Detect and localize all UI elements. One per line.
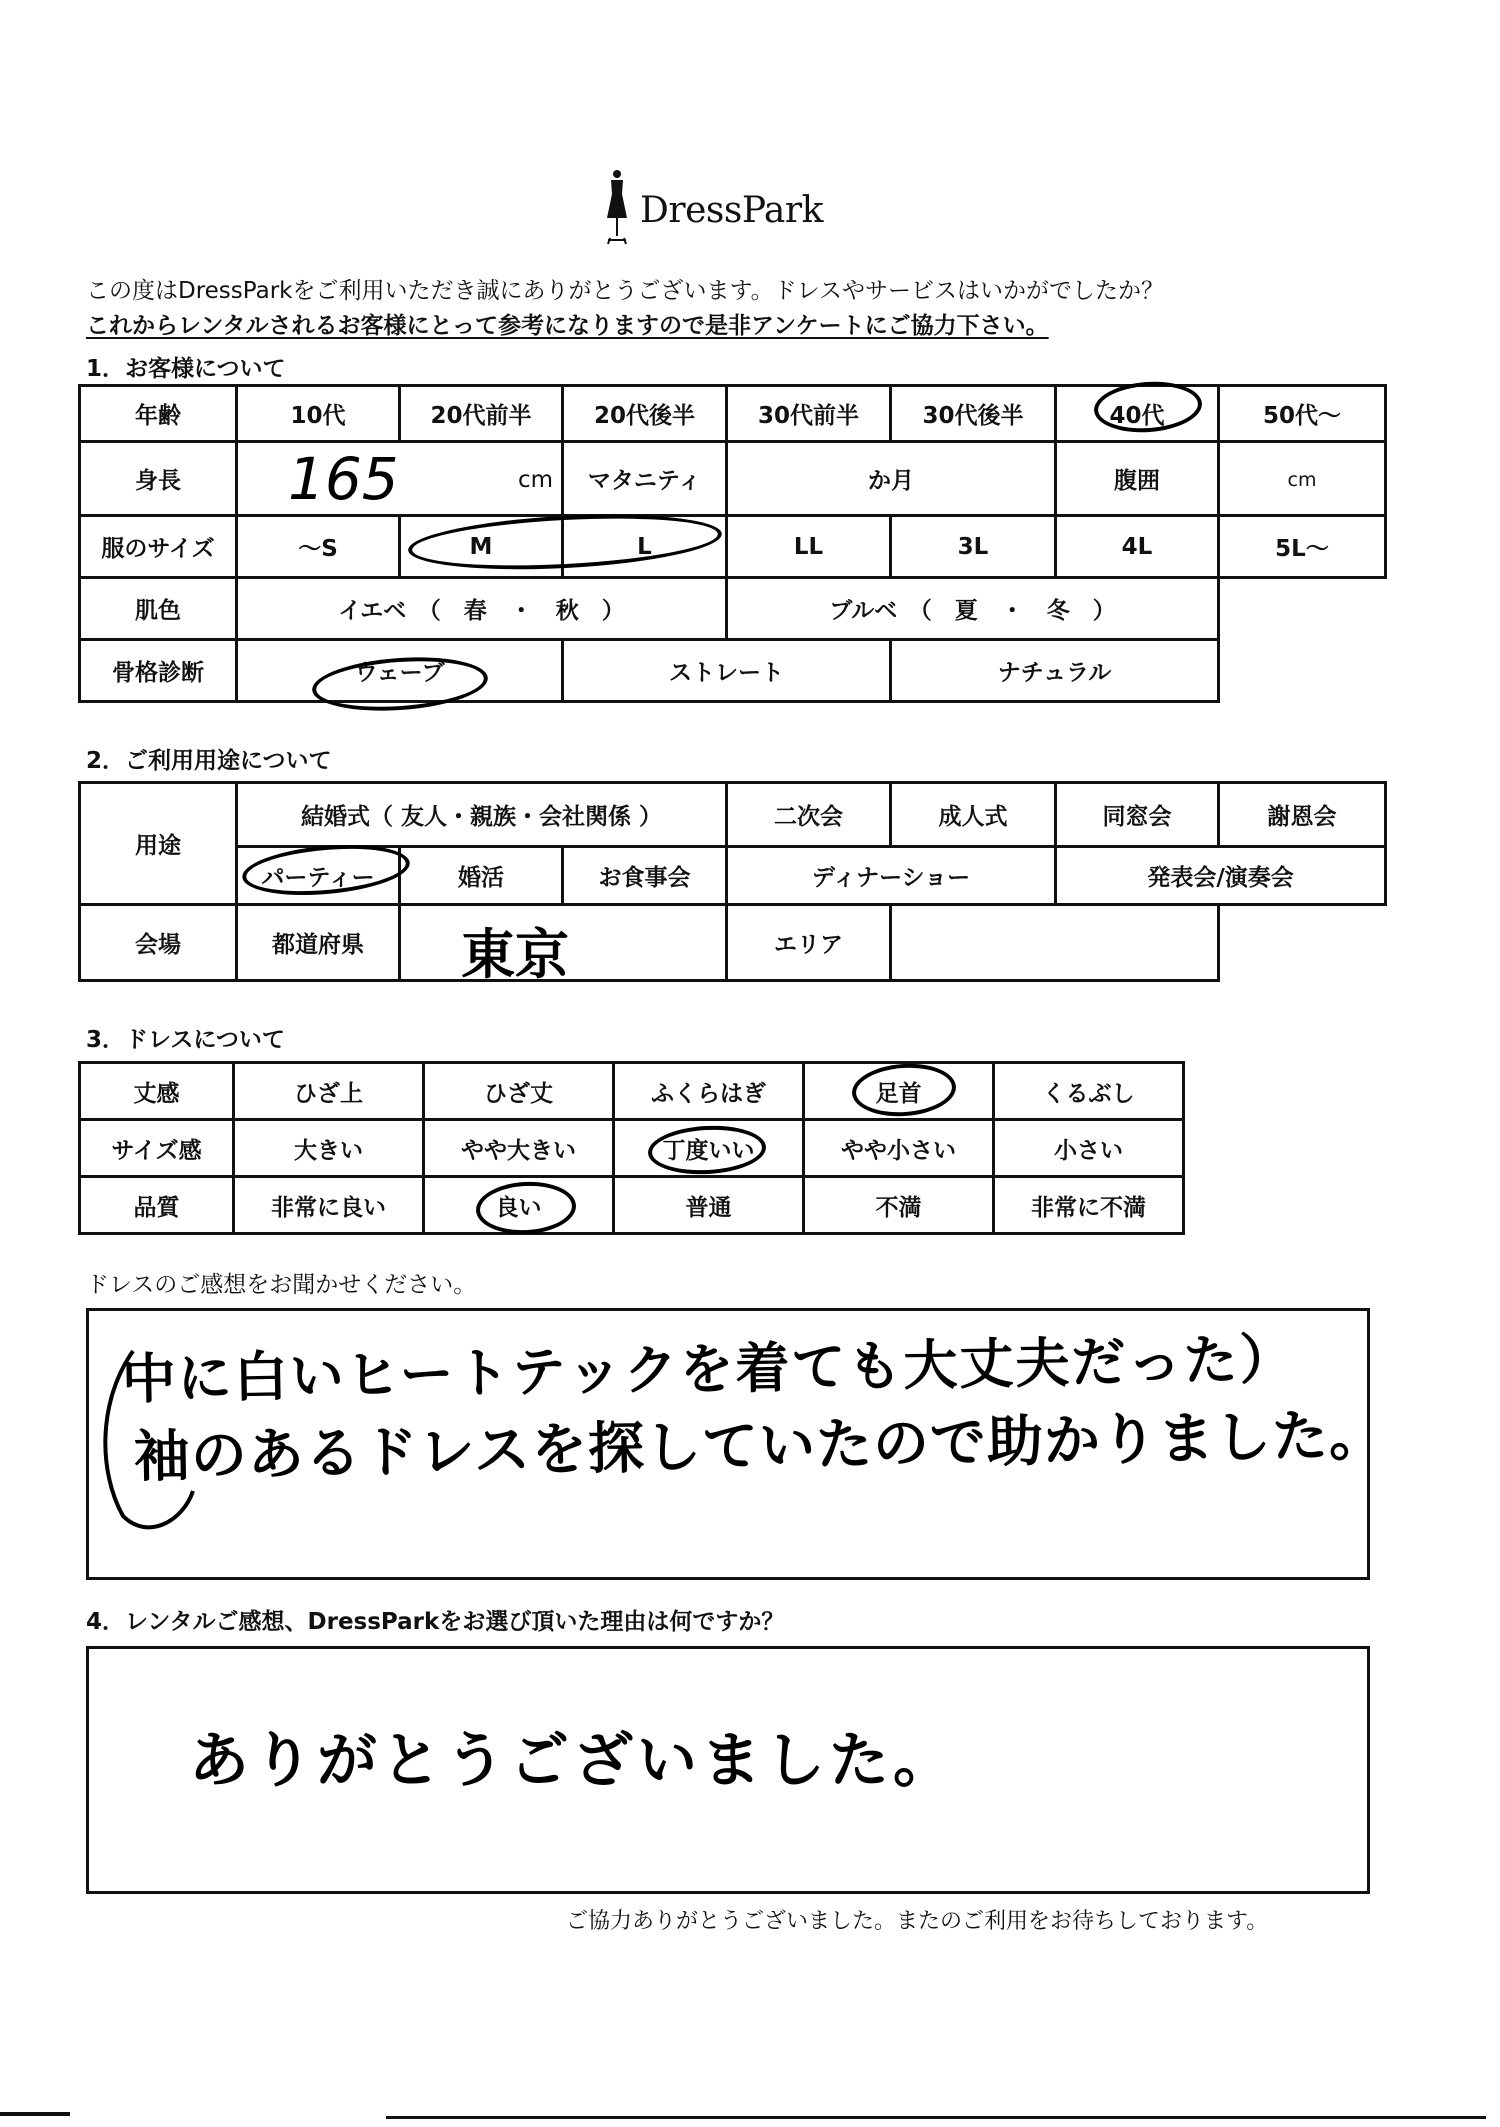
size-label: 服のサイズ xyxy=(80,516,237,578)
dress-form-icon xyxy=(600,168,634,248)
frame-option-selected[interactable]: ウェーブ xyxy=(237,640,563,702)
quality-option-selected[interactable]: 良い xyxy=(424,1177,614,1234)
reason-answer: ありがとうございました。 xyxy=(189,1726,957,1796)
prefecture-label: 都道府県 xyxy=(237,905,400,981)
age-option[interactable]: 20代前半 xyxy=(400,386,563,442)
age-option[interactable]: 10代 xyxy=(237,386,400,442)
usage-option[interactable]: 同窓会 xyxy=(1056,783,1219,847)
section3-title: 3．ドレスについて xyxy=(86,1027,285,1053)
area-label: エリア xyxy=(727,905,891,981)
fit-option[interactable]: 大きい xyxy=(234,1120,424,1177)
quality-option[interactable]: 非常に良い xyxy=(234,1177,424,1234)
size-row xyxy=(80,516,1386,578)
quality-label: 品質 xyxy=(80,1177,234,1234)
comment-line-2: 袖のあるドレスを探していたので助かりました。 xyxy=(133,1403,1387,1490)
bottom-divider xyxy=(386,2116,1486,2119)
fit-option-selected[interactable]: 丁度いい xyxy=(614,1120,804,1177)
size-option[interactable]: ～S xyxy=(237,516,400,578)
height-field[interactable] xyxy=(237,442,563,516)
quality-option[interactable]: 非常に不満 xyxy=(994,1177,1184,1234)
prefecture-field[interactable] xyxy=(400,905,727,986)
frame-label: 骨格診断 xyxy=(80,640,237,702)
height-row xyxy=(80,442,1386,516)
intro-request: これからレンタルされるお客様にとって参考になりますので是非アンケートにご協力下さい。 xyxy=(86,313,1049,339)
height-unit: cm xyxy=(517,467,553,493)
size-option[interactable]: 4L xyxy=(1056,516,1219,578)
skin-row xyxy=(80,578,1386,640)
usage-option[interactable]: 二次会 xyxy=(727,783,891,847)
yellow-base-option[interactable]: イエベ （ 春 ・ 秋 ） xyxy=(237,578,727,640)
size-option[interactable]: 5L～ xyxy=(1219,516,1386,578)
comment-line-1: 中に白いヒートテックを着ても大丈夫だった） xyxy=(121,1327,1296,1411)
dresspark-logo xyxy=(600,168,920,258)
section1-title: 1．お客様について xyxy=(86,356,286,382)
section4-title: 4．レンタルご感想、DressParkをお選び頂いた理由は何ですか？ xyxy=(86,1609,785,1635)
scan-edge-mark xyxy=(0,2112,70,2116)
height-value: 165 xyxy=(288,445,399,513)
venue-label: 会場 xyxy=(80,905,237,981)
size-option[interactable]: LL xyxy=(727,516,891,578)
reason-answer-box[interactable] xyxy=(86,1646,1370,1894)
dress-comment-box[interactable] xyxy=(86,1308,1387,1580)
fit-option[interactable]: やや小さい xyxy=(804,1120,994,1177)
quality-option[interactable]: 不満 xyxy=(804,1177,994,1234)
skin-label: 肌色 xyxy=(80,578,237,640)
blue-base-option[interactable]: ブルベ （ 夏 ・ 冬 ） xyxy=(727,578,1219,640)
usage-row-1 xyxy=(80,783,1386,847)
length-option[interactable]: ふくらはぎ xyxy=(614,1063,804,1120)
length-row xyxy=(80,1063,1184,1120)
age-label: 年齢 xyxy=(80,386,237,442)
age-option[interactable]: 30代前半 xyxy=(727,386,891,442)
venue-row xyxy=(80,905,1386,981)
usage-option[interactable]: ディナーショー xyxy=(727,847,1056,905)
usage-option[interactable]: お食事会 xyxy=(563,847,727,905)
dress-table xyxy=(78,1061,1185,1235)
fit-row xyxy=(80,1120,1184,1177)
footer-thanks: ご協力ありがとうございました。またのご利用をお待ちしております。 xyxy=(566,1909,1269,1934)
length-option[interactable]: くるぶし xyxy=(994,1063,1184,1120)
waist-label: 腹囲 xyxy=(1056,442,1219,516)
quality-row xyxy=(80,1177,1184,1234)
prefecture-value: 東京 xyxy=(461,923,569,986)
waist-unit: cm xyxy=(1287,468,1317,491)
usage-option-selected[interactable]: パーティー xyxy=(237,847,400,905)
age-option[interactable]: 30代後半 xyxy=(891,386,1056,442)
fit-label: サイズ感 xyxy=(80,1120,234,1177)
fit-option[interactable]: 小さい xyxy=(994,1120,1184,1177)
frame-option[interactable]: ナチュラル xyxy=(891,640,1219,702)
usage-option[interactable]: 発表会/演奏会 xyxy=(1056,847,1386,905)
frame-row xyxy=(80,640,1386,702)
usage-option[interactable]: 婚活 xyxy=(400,847,563,905)
section2-title: 2．ご利用用途について xyxy=(86,748,332,774)
age-option-selected[interactable]: 40代 xyxy=(1056,386,1219,442)
intro-text: この度はDressParkをご利用いただき誠にありがとうございます。ドレスやサービスはいかがでしたか？ xyxy=(86,278,1164,304)
maternity-field[interactable] xyxy=(727,442,1056,516)
customer-table xyxy=(78,384,1387,703)
frame-option[interactable]: ストレート xyxy=(563,640,891,702)
length-option[interactable]: ひざ丈 xyxy=(424,1063,614,1120)
age-option[interactable]: 20代後半 xyxy=(563,386,727,442)
waist-field[interactable] xyxy=(1219,442,1386,516)
length-label: 丈感 xyxy=(80,1063,234,1120)
usage-option[interactable]: 結婚式（ 友人・親族・会社関係 ） xyxy=(237,783,727,847)
months-unit: か月 xyxy=(868,468,914,494)
size-option-selected[interactable]: L xyxy=(563,516,727,578)
length-option-selected[interactable]: 足首 xyxy=(804,1063,994,1120)
usage-label: 用途 xyxy=(80,783,237,905)
handwritten-bracket-icon xyxy=(93,1341,213,1541)
comment-prompt: ドレスのご感想をお聞かせください。 xyxy=(86,1272,477,1298)
maternity-label: マタニティ xyxy=(563,442,727,516)
height-label: 身長 xyxy=(80,442,237,516)
usage-option[interactable]: 成人式 xyxy=(891,783,1056,847)
size-option[interactable]: 3L xyxy=(891,516,1056,578)
usage-option[interactable]: 謝恩会 xyxy=(1219,783,1386,847)
age-option[interactable]: 50代～ xyxy=(1219,386,1386,442)
area-field[interactable] xyxy=(891,905,1219,981)
size-option-selected[interactable]: M xyxy=(400,516,563,578)
logo-text: DressPark xyxy=(640,190,823,231)
fit-option[interactable]: やや大きい xyxy=(424,1120,614,1177)
length-option[interactable]: ひざ上 xyxy=(234,1063,424,1120)
quality-option[interactable]: 普通 xyxy=(614,1177,804,1234)
